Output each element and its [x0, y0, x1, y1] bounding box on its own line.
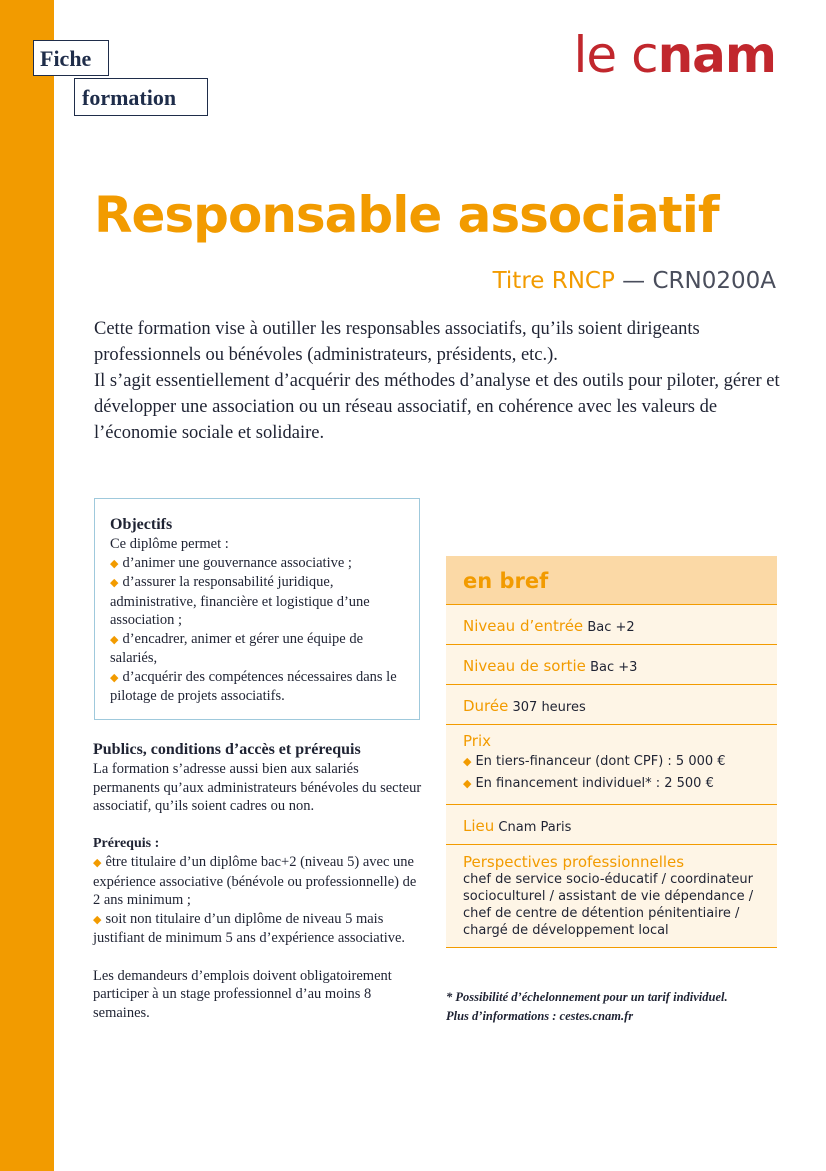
niveau-entree-row	[446, 604, 777, 644]
lieu-value: Cnam Paris	[498, 820, 572, 835]
en-bref-panel	[446, 556, 777, 948]
perspectives-label: Perspectives professionnelles	[463, 853, 685, 871]
diamond-bullet-icon: ◆	[463, 755, 472, 768]
prix-row	[446, 724, 777, 804]
diamond-bullet-icon: ◆	[463, 777, 472, 790]
prix-individuel: En financement individuel* : 2 500 €	[475, 776, 714, 791]
publics-section	[93, 740, 423, 1022]
intro-paragraph: Cette formation vise à outiller les responsables associatifs, qu’ils soient dirigeants professionnels ou bénévoles (administrateurs, présidents, etc.).	[94, 319, 700, 365]
cnam-logo	[574, 26, 776, 84]
objectifs-box	[94, 498, 420, 720]
diamond-bullet-icon: ◆	[93, 857, 102, 869]
publics-title: Publics, conditions d’accès et prérequis	[93, 741, 361, 758]
list-item	[110, 573, 405, 630]
footnote-line: * Possibilité d’échelonnement pour un tarif individuel.	[446, 990, 728, 1004]
en-bref-title: en bref	[446, 556, 777, 604]
list-item	[110, 554, 405, 574]
formation-tag: formation	[74, 78, 208, 116]
orange-side-stripe	[0, 0, 54, 1171]
duree-value: 307 heures	[512, 700, 586, 715]
rncp-separator: —	[622, 268, 646, 294]
fiche-tag: Fiche	[33, 40, 109, 76]
footnote-line: Plus d’informations : cestes.cnam.fr	[446, 1009, 634, 1023]
diamond-bullet-icon: ◆	[110, 557, 119, 570]
diamond-bullet-icon: ◆	[110, 633, 119, 646]
list-item	[110, 668, 405, 706]
objectifs-title: Objectifs	[110, 516, 173, 533]
duree-label: Durée	[463, 697, 509, 715]
duree-row	[446, 684, 777, 724]
list-item-text: d’acquérir des compétences nécessaires dans le pilotage de projets associatifs.	[110, 668, 397, 704]
list-item	[93, 853, 423, 910]
diamond-bullet-icon: ◆	[110, 577, 119, 589]
logo-light-part: le c	[573, 26, 658, 84]
list-item	[110, 630, 405, 668]
footnote	[446, 988, 786, 1026]
niveau-sortie-row	[446, 644, 777, 684]
list-item-text: d’animer une gouvernance associative ;	[122, 554, 352, 571]
rncp-label: Titre RNCP	[492, 268, 615, 294]
lieu-label: Lieu	[463, 817, 495, 835]
list-item	[463, 773, 760, 795]
niveau-entree-label: Niveau d’entrée	[463, 617, 584, 635]
publics-text: La formation s’adresse aussi bien aux salariés permanents qu’aux administrateurs bénévoles du secteur associatif, qu’ils soient cadres ou non.	[93, 761, 422, 814]
list-item-text: être titulaire d’un diplôme bac+2 (niveau 5) avec une expérience associative (bénévole ou professionnelle) de 2 ans minimum ;	[93, 854, 417, 908]
stage-note: Les demandeurs d’emplois doivent obligatoirement participer à un stage professionnel d’au moins 8 semaines.	[93, 967, 392, 1021]
diamond-bullet-icon: ◆	[110, 671, 119, 684]
lieu-row	[446, 804, 777, 844]
list-item	[93, 910, 423, 948]
prerequis-title: Prérequis :	[93, 835, 160, 851]
niveau-entree-value: Bac +2	[587, 620, 635, 635]
perspectives-row	[446, 844, 777, 948]
logo-bold-part: nam	[657, 26, 776, 84]
prix-label: Prix	[463, 732, 491, 750]
list-item-text: d’assurer la responsabilité juridique, administrative, financière et logistique d’une association ;	[110, 574, 370, 628]
page-title: Responsable associatif	[94, 186, 719, 244]
diamond-bullet-icon: ◆	[93, 913, 102, 926]
niveau-sortie-label: Niveau de sortie	[463, 657, 586, 675]
niveau-sortie-value: Bac +3	[590, 660, 638, 675]
prix-tiers-financeur: En tiers-financeur (dont CPF) : 5 000 €	[475, 754, 726, 769]
intro-text	[94, 316, 794, 446]
list-item	[463, 751, 760, 773]
list-item-text: d’encadrer, animer et gérer une équipe de salariés,	[110, 630, 364, 666]
perspectives-value: chef de service socio-éducatif / coordinateur socioculturel / assistant de vie dépendance / chef de centre de détention pénitentiaire / chargé de développement local	[463, 872, 754, 938]
rncp-line	[493, 268, 776, 294]
rncp-code: CRN0200A	[652, 268, 776, 294]
objectifs-lead: Ce diplôme permet :	[110, 536, 229, 552]
intro-paragraph: Il s’agit essentiellement d’acquérir des méthodes d’analyse et des outils pour piloter, gérer et développer une association ou un réseau associatif, en cohérence avec les valeurs de l’économie sociale et solidaire.	[94, 371, 780, 443]
list-item-text: soit non titulaire d’un diplôme de niveau 5 mais justifiant de minimum 5 ans d’expérience associative.	[93, 910, 406, 946]
